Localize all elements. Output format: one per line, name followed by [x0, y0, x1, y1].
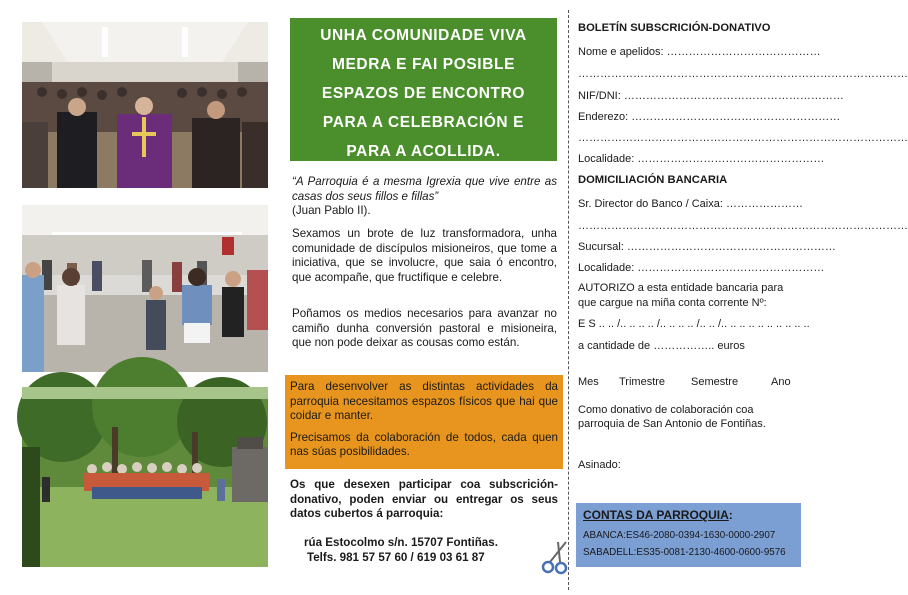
scissors-icon: [540, 540, 570, 574]
period-month[interactable]: Mes: [578, 376, 599, 388]
account-sabadell: SABADELL:ES35-0081-2130-4600-0600-9576: [583, 547, 786, 558]
church-celebration-image: [22, 22, 268, 188]
accounts-title-text: CONTAS DA PARROQUIA: [583, 508, 729, 522]
bank-locality-field[interactable]: Localidade: ……………………………………………: [578, 262, 825, 274]
accounts-title-colon: :: [728, 508, 733, 522]
amount-field[interactable]: a cantidade de …………….. euros: [578, 340, 745, 352]
accounts-title: [583, 508, 801, 522]
headline-line-3: ESPAZOS DE ENCONTRO: [321, 85, 526, 102]
locality-field[interactable]: Localidade: ……………………………………………: [578, 153, 825, 165]
form-title: BOLETÍN SUBSCRICIÓN-DONATIVO: [578, 22, 771, 34]
quote-block: [292, 175, 557, 219]
parish-address: rúa Estocolmo s/n. 15707 Fontiñas.: [304, 536, 498, 549]
account-abanca: ABANCA:ES46-2080-0394-1630-0000-2907: [583, 530, 776, 541]
signature-field[interactable]: Asinado:: [578, 459, 621, 471]
photo-group-outdoors: [22, 387, 268, 567]
branch-field[interactable]: Sucursal: …………………………………………………: [578, 241, 836, 253]
authorize-text-2: que cargue na miña conta corrente Nº:: [578, 297, 767, 309]
cut-line: [568, 10, 569, 590]
address-field-continued[interactable]: ………………………………………………………………………………: [578, 132, 908, 144]
authorize-text-1: AUTORIZO a esta entidade bancaria para: [578, 282, 784, 294]
period-year[interactable]: Ano: [771, 376, 791, 388]
nif-field[interactable]: NIF/DNI: ……………………………………………………: [578, 90, 844, 102]
headline-line-2: MEDRA E FAI POSIBLE: [331, 56, 516, 73]
bank-director-field-continued[interactable]: ………………………………………………………………………………: [578, 220, 908, 232]
parish-phones: Telfs. 981 57 57 60 / 619 03 61 87: [307, 551, 485, 564]
bank-section-title: DOMICILIACIÓN BANCARIA: [578, 174, 728, 186]
photo-church-celebration: [22, 22, 268, 188]
children-circle-image: [22, 205, 268, 372]
quote-author: (Juan Pablo II).: [292, 204, 371, 218]
headline-box: [290, 18, 557, 161]
name-field[interactable]: Nome e apelidos: ……………………………………: [578, 46, 821, 58]
headline-line-4: PARA A CELEBRACIÓN E: [322, 114, 525, 131]
account-number-field[interactable]: E S .. .. /.. .. .. .. /.. .. .. .. /.. .. /.. .. .. .. .. .. .. .. .. ..: [578, 318, 810, 330]
address-field[interactable]: Enderezo: …………………………………………………: [578, 111, 841, 123]
contact-instructions: Os que desexen participar coa subscrición-donativo, poden enviar ou entregar os seus datos cubertos á parroquia:: [290, 478, 558, 520]
needs-paragraph-collaboration: Precisamos da colaboración de todos, cada quen nas súas posibilidades.: [290, 430, 558, 459]
quote-text: “A Parroquia é a mesma Igrexia que vive entre as casas dos seus fillos e fillas”: [292, 175, 557, 203]
headline-line-5: PARA A ACOLLIDA.: [346, 143, 501, 160]
name-field-continued[interactable]: ………………………………………………………………………………: [578, 68, 908, 80]
period-quarter[interactable]: Trimestre: [619, 376, 666, 388]
donation-text-1: Como donativo de colaboración coa: [578, 404, 754, 416]
photo-children-circle: [22, 205, 268, 372]
group-outdoors-image: [22, 387, 268, 567]
bank-director-field[interactable]: Sr. Director do Banco / Caixa: …………………: [578, 198, 803, 210]
paragraph-community: Sexamos un brote de luz transformadora, unha comunidade de discípulos misioneiros, que tome a iniciativa, que se involucre, que saia ó encontro, que acompañe, que fructifique e celebre.: [292, 227, 557, 284]
parish-accounts-box: [576, 503, 801, 567]
headline-line-1: UNHA COMUNIDADE VIVA: [320, 27, 527, 44]
period-semester[interactable]: Semestre: [691, 376, 739, 388]
paragraph-conversion: Poñamos os medios necesarios para avanzar no camiño dunha conversión pastoral e misioneira, que non pode deixar as cousas como están.: [292, 307, 557, 350]
donation-text-2: parroquia de San Antonio de Fontiñas.: [578, 418, 766, 430]
needs-paragraph-spaces: Para desenvolver as distintas actividades da parroquia necesitamos espazos físicos que hai que coidar e manter.: [290, 380, 558, 423]
needs-box: [285, 375, 563, 469]
